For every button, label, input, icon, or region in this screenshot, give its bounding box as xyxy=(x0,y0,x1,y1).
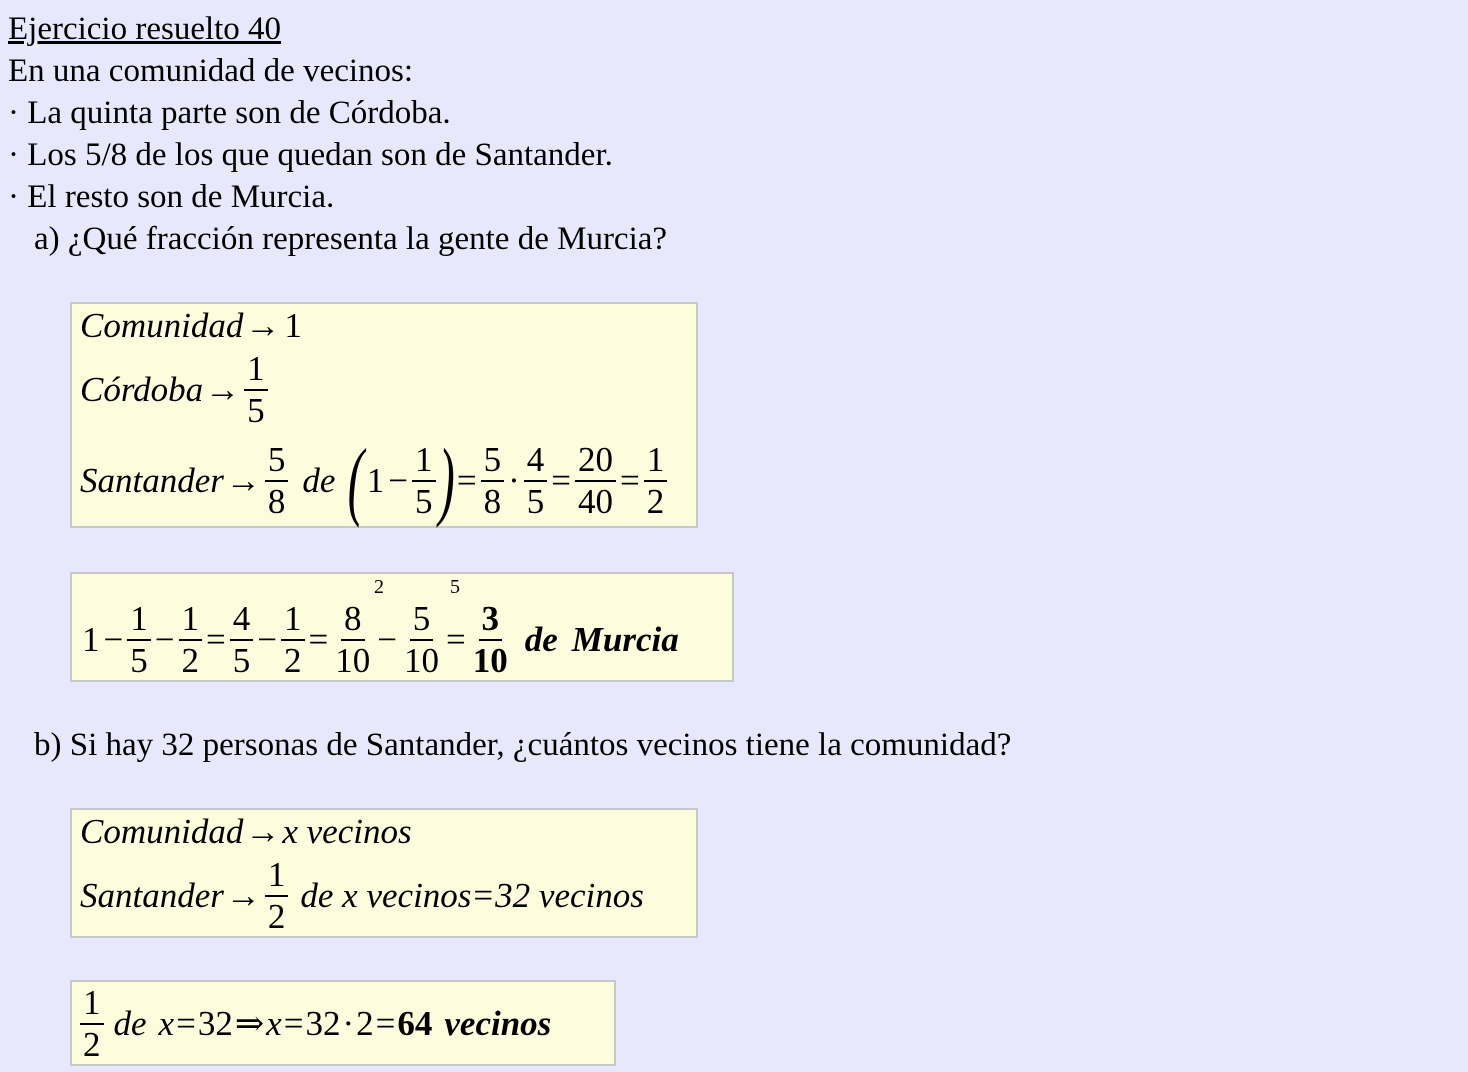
solution-box-fractions xyxy=(70,302,698,528)
value-one: 1 xyxy=(366,461,385,500)
fraction-twenty-fortieths: $\frac{20}{40}$ xyxy=(575,440,616,522)
fraction-g1: $\frac{1}{5}$ xyxy=(127,599,151,681)
equals-sign: = xyxy=(375,1004,396,1043)
var-x: x xyxy=(158,1004,175,1043)
fraction-four-fifths: $\frac{4}{5}$ xyxy=(524,440,548,522)
minus-sign: − xyxy=(257,620,277,659)
solution-box-setup xyxy=(70,808,698,938)
row-murcia-calc xyxy=(80,598,679,682)
equals-sign: = xyxy=(619,461,640,500)
bullet-murcia: · El resto son de Murcia. xyxy=(8,179,335,215)
row-santander-eq xyxy=(80,854,644,938)
minus-sign: − xyxy=(103,620,124,659)
label-santander: Santander xyxy=(80,876,224,915)
word-murcia: Murcia xyxy=(571,620,679,659)
label-x-vecinos: x vecinos xyxy=(282,812,412,851)
arrow-icon: → xyxy=(225,461,261,500)
multiplier-two: 2 xyxy=(374,576,384,598)
dot-operator: · xyxy=(508,461,520,500)
fraction-one-half: $\frac{1}{2}$ xyxy=(644,440,668,522)
solution-box-answer xyxy=(70,980,616,1066)
value-one: 1 xyxy=(82,620,100,659)
fraction-five-eighths: $\frac{5}{8}$ xyxy=(265,440,289,522)
equals-sign: = xyxy=(446,620,466,659)
row-answer xyxy=(78,982,551,1066)
equals-sign: = xyxy=(308,620,329,659)
value-32-vecinos: 32 vecinos xyxy=(495,876,644,915)
minus-sign: − xyxy=(377,620,397,659)
row-comunidad xyxy=(80,306,304,346)
dot-operator: · xyxy=(342,1004,355,1043)
fraction-g3: $\frac{4}{5}$ xyxy=(230,599,254,681)
exercise-title: Ejercicio resuelto 40 xyxy=(8,11,282,47)
minus-sign: − xyxy=(154,620,175,659)
equals-sign: = xyxy=(551,461,571,500)
fraction-five-eighths-b: $\frac{5}{8}$ xyxy=(481,440,505,522)
label-de-x-vecinos: de x vecinos xyxy=(300,876,472,915)
fraction-cordoba: $\frac{1}{5}$ xyxy=(244,349,268,431)
implies-arrow-icon: ⇒ xyxy=(234,1004,265,1043)
label-cordoba: Córdoba xyxy=(80,370,204,409)
var-x: x xyxy=(266,1004,282,1043)
label-comunidad: Comunidad xyxy=(80,306,244,345)
answer-vecinos: vecinos xyxy=(444,1004,552,1043)
value-32: 32 xyxy=(305,1004,341,1043)
arrow-icon: → xyxy=(245,812,281,851)
equals-sign: = xyxy=(473,876,494,915)
fraction-g6: $\frac{5}{10}$ xyxy=(404,599,439,680)
row-comunidad-x xyxy=(80,812,412,852)
equals-sign: = xyxy=(206,620,226,659)
fraction-g5: $\frac{8}{10}$ xyxy=(335,599,371,680)
label-santander: Santander xyxy=(80,461,224,500)
fraction-g2: $\frac{1}{2}$ xyxy=(179,599,203,681)
multiplier-five: 5 xyxy=(450,576,460,598)
word-de: de xyxy=(113,1004,147,1043)
minus-sign: − xyxy=(388,461,408,500)
question-a: a) ¿Qué fracción representa la gente de Murcia? xyxy=(34,221,668,257)
arrow-icon: → xyxy=(205,370,241,409)
arrow-icon: → xyxy=(245,306,281,345)
word-de: de xyxy=(524,620,558,659)
arrow-icon: → xyxy=(225,876,261,915)
row-cordoba xyxy=(80,348,270,432)
left-paren: ( xyxy=(348,432,365,529)
fraction-result: $\frac{3}{10}$ xyxy=(472,599,508,680)
equals-sign: = xyxy=(283,1004,304,1043)
bullet-santander: · Los 5/8 de los que quedan son de Santander. xyxy=(8,137,613,173)
word-de: de xyxy=(302,461,336,500)
intro-text: En una comunidad de vecinos: xyxy=(8,53,414,89)
value-2: 2 xyxy=(356,1004,374,1043)
equals-sign: = xyxy=(176,1004,196,1043)
fraction-half: $\frac{1}{2}$ xyxy=(265,855,289,937)
answer-64: 64 xyxy=(397,1004,433,1043)
equals-sign: = xyxy=(456,461,477,500)
fraction-g4: $\frac{1}{2}$ xyxy=(281,599,305,681)
fraction-one-fifth: $\frac{1}{5}$ xyxy=(412,440,436,522)
fraction-half: $\frac{1}{2}$ xyxy=(80,983,104,1065)
value-one: 1 xyxy=(284,306,302,345)
bullet-cordoba: · La quinta parte son de Córdoba. xyxy=(8,95,451,131)
value-32: 32 xyxy=(197,1004,233,1043)
question-b: b) Si hay 32 personas de Santander, ¿cuántos vecinos tiene la comunidad? xyxy=(34,727,1012,763)
right-paren: ) xyxy=(438,432,455,529)
label-comunidad: Comunidad xyxy=(80,812,244,851)
solution-box-murcia xyxy=(70,572,734,682)
row-santander xyxy=(80,432,669,529)
